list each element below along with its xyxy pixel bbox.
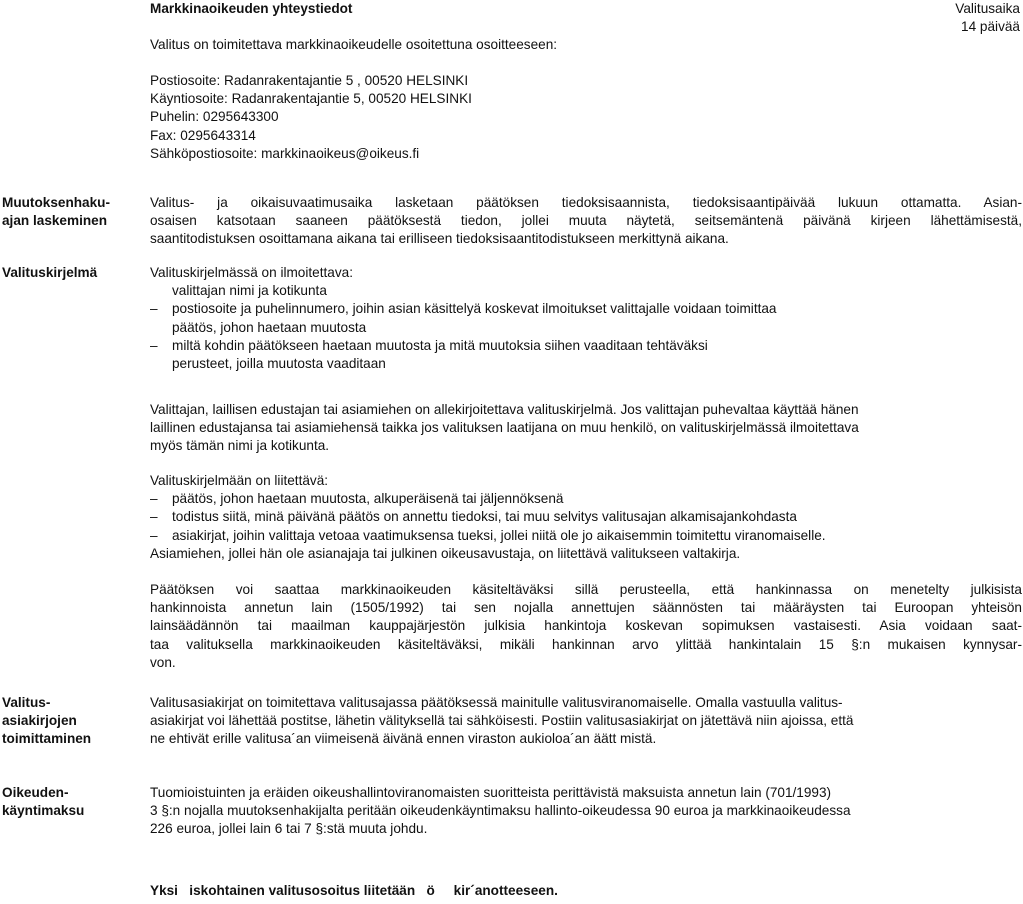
requirement-text: valittajan nimi ja kotikunta xyxy=(172,283,327,299)
text-line: myös tämän nimi ja kotikunta. xyxy=(150,438,330,454)
visiting-address: Käyntiosoite: Radanrakentajantie 5, 00520 HELSINKI xyxy=(150,91,472,107)
text-line: lainsäädännön tai maailman kauppajärjestön julkisia hankintoja koskevan sopimuksen vastaisesti. Asia voidaan saat- xyxy=(150,618,1022,634)
contact-title: Markkinaoikeuden yhteystiedot xyxy=(150,1,353,16)
section-heading-appeal-letter: Valituskirjelmä xyxy=(2,265,98,280)
text-line: hankinnoista annetun lain (1505/1992) tai sen nojalla annettujen säännösten tai määräysten tai Euroopan yhteisön xyxy=(150,600,1022,616)
market-court-paragraph xyxy=(150,581,1022,672)
dash-marker: – xyxy=(150,337,158,353)
deadline-calculation-text xyxy=(150,194,1022,249)
footer-note: Yksi iskohtainen valitusosoitus liitetään ö kir´anotteeseen. xyxy=(150,883,558,898)
requirement-text: postiosoite ja puhelinnumero, joihin asian käsittelyä koskevat ilmoitukset valittajalle voidaan toimittaa xyxy=(172,301,777,317)
attachment-text: asiakirjat, joihin valittaja vetoaa vaatimuksensa tueksi, jollei niitä ole jo aikaisemmin toimitettu viranomaiselle. xyxy=(172,527,826,543)
section-heading-court-fee: Oikeuden- käyntimaksu xyxy=(2,785,85,819)
counsel-note: Asiamiehen, jollei hän ole asianajaja tai julkinen oikeusavustaja, on liitettävä valitukseen valtakirja. xyxy=(150,545,741,561)
text-line: von. xyxy=(150,654,176,670)
text-line: saantitodistuksen osoittamana aikana tai erilliseen tiedoksisaantitodistukseen merkittynä aikana. xyxy=(150,231,729,247)
attachment-item: – todistus siitä, minä päivänä päätös on annettu tiedoksi, tai muu selvitys valitusajan alkamisajankohdasta xyxy=(150,509,797,525)
attachment-item: – päätös, johon haetaan muutosta, alkuperäisenä tai jäljennöksenä xyxy=(150,491,564,507)
requirement-item xyxy=(150,300,1022,318)
fax-number: Fax: 0295643314 xyxy=(150,127,256,143)
text-line: Valitus- ja oikaisuvaatimusaika lasketaan päätöksen tiedoksisaannista, tiedoksisaantipäivää lukuun ottamatta. Asian- xyxy=(150,195,1022,210)
document-delivery-text xyxy=(150,694,1022,749)
phone-number: Puhelin: 0295643300 xyxy=(150,109,279,125)
text-line: laillinen edustajansa tai asiamiehensä taikka jos valituksen laatijana on muu henkilö, on valituskirjelmässä ilmoitettava xyxy=(150,420,859,436)
requirement-item xyxy=(150,319,1022,337)
requirement-text: päätös, johon haetaan muutosta xyxy=(172,319,367,335)
attachment-item: – asiakirjat, joihin valittaja vetoaa vaatimuksensa tueksi, jollei niitä ole jo aikaisemmin toimitettu viranomaiselle. xyxy=(150,527,826,543)
requirement-item xyxy=(150,337,1022,355)
section-heading-document-delivery: Valitus- asiakirjojen toimittaminen xyxy=(2,695,92,747)
text-line: taa valituksella markkinaoikeuden käsiteltäväksi, mikäli hankinnan arvo ylittää hankintalain 15 §:n mukaisen kynnysar- xyxy=(150,636,1022,652)
text-line: osaisen katsotaan saaneen päätöksestä tiedon, jollei muuta näytetä, seitsemäntenä päivänä kirjeen lähettämisestä, xyxy=(150,213,1022,229)
text-line: 226 euroa, jollei lain 6 tai 7 §:stä muuta johdu. xyxy=(150,821,428,837)
attachment-text: todistus siitä, minä päivänä päätös on annettu tiedoksi, tai muu selvitys valitusajan alkamisajankohdasta xyxy=(172,509,797,525)
requirement-item xyxy=(150,355,1022,373)
deadline-value: 14 päivää xyxy=(961,19,1020,35)
submission-intro: Valitus on toimitettava markkinaoikeudelle osoitettuna osoitteeseen: xyxy=(150,37,558,52)
deadline-label: Valitusaika xyxy=(955,1,1020,16)
email-address: Sähköpostiosoite: markkinaoikeus@oikeus.fi xyxy=(150,145,420,161)
text-line: Tuomioistuinten ja eräiden oikeushallintoviranomaisten suoritteista perittävistä maksuista annetun lain (701/1993) xyxy=(150,785,832,800)
text-line: Valittajan, laillisen edustajan tai asiamiehen on allekirjoitettava valituskirjelmä. Jos valittajan puhevaltaa käyttää hänen xyxy=(150,402,859,417)
appeal-letter-requirements xyxy=(150,264,1022,373)
requirement-item xyxy=(150,282,1022,300)
postal-address: Postiosoite: Radanrakentajantie 5 , 00520 HELSINKI xyxy=(150,73,469,88)
deadline-box xyxy=(900,0,1020,36)
requirement-text: perusteet, joilla muutosta vaaditaan xyxy=(172,356,386,372)
section-heading-deadline-calculation: Muutoksenhaku- ajan laskeminen xyxy=(2,195,110,229)
contact-info xyxy=(150,72,1022,163)
text-line: Päätöksen voi saattaa markkinaoikeuden käsiteltäväksi sillä perusteella, että hankinnassa on menetelty julkisista xyxy=(150,582,1022,597)
text-line: ne ehtivät erille valitusa´an viimeisenä äivänä ennen viraston aukioloa´an äätt mistä. xyxy=(150,731,657,747)
text-line: 3 §:n nojalla muutoksenhakijalta peritään oikeudenkäyntimaksu hallinto-oikeudessa 90 euroa ja markkinaoikeudessa xyxy=(150,803,851,819)
attachment-text: päätös, johon haetaan muutosta, alkuperäisenä tai jäljennöksenä xyxy=(172,491,564,507)
dash-marker: – xyxy=(150,301,158,317)
attachments-intro: Valituskirjelmään on liitettävä: xyxy=(150,473,329,488)
signing-paragraph xyxy=(150,401,1022,456)
text-line: asiakirjat voi lähettää postitse, lähetin välityksellä tai sähköisesti. Postiin valitusasiakirjat on jätettävä niin ajoissa, että xyxy=(150,713,854,729)
attachments-list xyxy=(150,472,1022,563)
court-fee-text xyxy=(150,784,1022,839)
requirement-text: miltä kohdin päätökseen haetaan muutosta ja mitä muutoksia siihen vaaditaan tehtäväksi xyxy=(172,337,708,353)
requirements-intro: Valituskirjelmässä on ilmoitettava: xyxy=(150,265,353,280)
text-line: Valitusasiakirjat on toimitettava valitusajassa päätöksessä mainitulle valitusviranomaiselle. Omalla vastuulla valitus- xyxy=(150,695,843,710)
